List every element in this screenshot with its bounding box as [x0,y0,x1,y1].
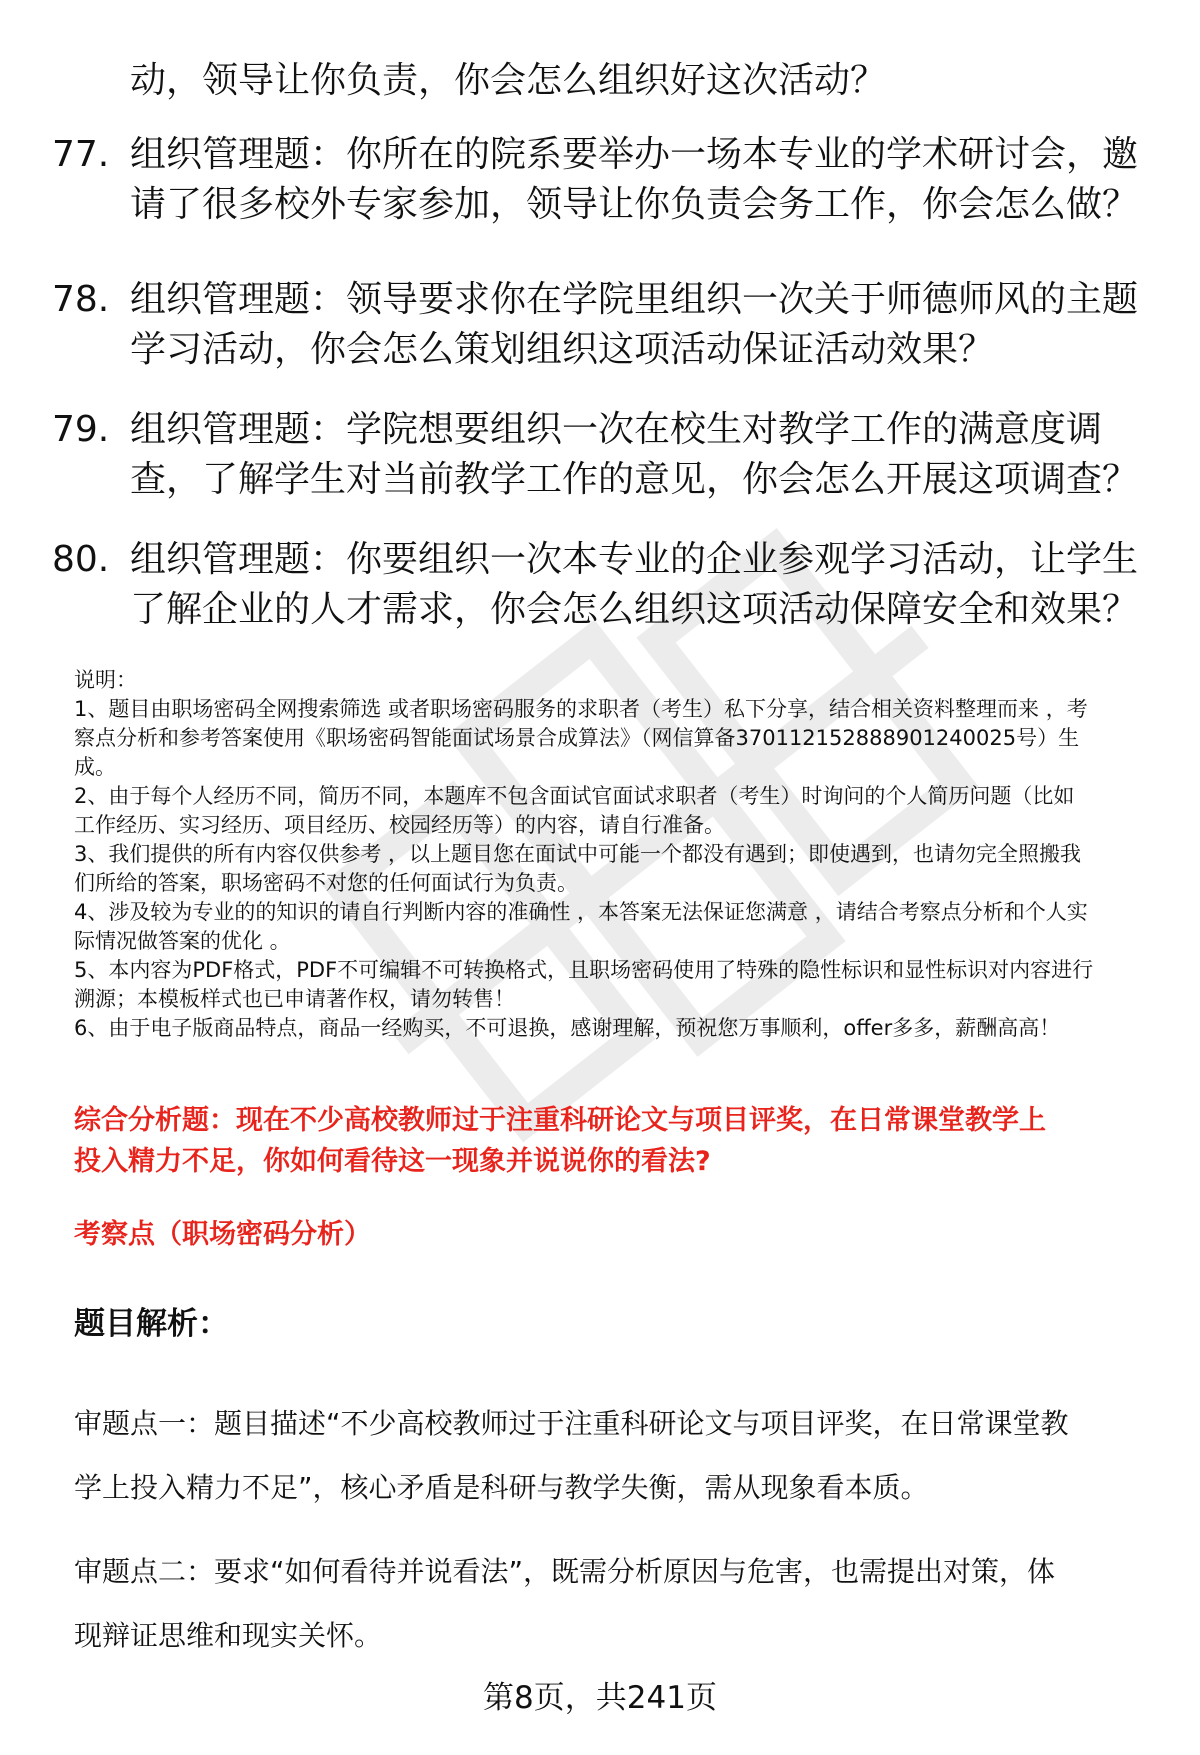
question-line: 组织管理题：学院想要组织一次在校生对教学工作的满意度调 [130,409,1103,450]
notes-line: 工作经历、实习经历、项目经历、校园经历等）的内容，请自行准备。 [74,813,725,837]
notes-line: 3、我们提供的所有内容仅供参考 ，以上题目您在面试中可能一个都没有遇到；即使遇到，也请勿完全照搬我 [74,842,1082,866]
notes-line: 察点分析和参考答案使用《职场密码智能面试场景合成算法》（网信算备370112152888901240025号）生 [74,726,1080,750]
question-number: 78. [52,279,110,320]
question-line: 查，了解学生对当前教学工作的意见，你会怎么开展这项调查？ [130,459,1139,500]
notes-line: 溯源；本模板样式也已申请著作权，请勿转售！ [74,987,515,1011]
question-text [130,405,1160,505]
review-point-1 [74,1392,1164,1520]
analysis-question [74,1100,1164,1182]
question-number: 79. [52,409,110,450]
question-line: 了解企业的人才需求，你会怎么组织这项活动保障安全和效果？ [130,589,1139,630]
notes-line: 4、涉及较为专业的的知识的请自行判断内容的准确性 ，本答案无法保证您满意 ，请结合考察点分析和个人实 [74,900,1088,924]
question-line: 请了很多校外专家参加，领导让你负责会务工作，你会怎么做？ [130,184,1139,225]
notes-line: 6、由于电子版商品特点，商品一经购买，不可退换，感谢理解，预祝您万事顺利，offer多多，薪酬高高！ [74,1016,1061,1040]
notes-line: 成。 [74,755,116,779]
question-line: 组织管理题：领导要求你在学院里组织一次关于师德师风的主题 [130,279,1139,320]
notes-line: 2、由于每个人经历不同，简历不同，本题库不包含面试官面试求职者（考生）时询问的个人简历问题（比如 [74,784,1075,808]
review-point-line: 现辩证思维和现实关怀。 [74,1619,383,1652]
question-text [130,130,1160,230]
page-number: 第8页，共241页 [483,1680,717,1716]
question-number: 77. [52,134,110,175]
notes-block [74,666,1164,1043]
exam-point-title: 考察点（职场密码分析） [74,1219,371,1250]
question-number: 80. [52,539,110,580]
question-text [130,275,1160,375]
analysis-question-line: 综合分析题：现在不少高校教师过于注重科研论文与项目评奖，在日常课堂教学上 [74,1105,1046,1136]
question-line: 组织管理题：你要组织一次本专业的企业参观学习活动，让学生 [130,539,1139,580]
notes-line: 际情况做答案的优化 。 [74,929,291,953]
notes-line: 5、本内容为PDF格式，PDF不可编辑不可转换格式，且职场密码使用了特殊的隐性标识和显性标识对内容进行 [74,958,1094,982]
analysis-heading: 题目解析： [74,1306,229,1342]
question-text [130,535,1160,635]
notes-line: 说明： [74,668,137,692]
question-line: 组织管理题：你所在的院系要举办一场本专业的学术研讨会，邀 [130,134,1139,175]
notes-line: 们所给的答案，职场密码不对您的任何面试行为负责。 [74,871,578,895]
analysis-question-line: 投入精力不足，你如何看待这一现象并说说你的看法? [74,1146,711,1177]
question-continuation: 动，领导让你负责，你会怎么组织好这次活动？ [130,60,887,101]
review-point-line: 学上投入精力不足”，核心矛盾是科研与教学失衡，需从现象看本质。 [74,1471,929,1504]
review-point-line: 审题点一：题目描述“不少高校教师过于注重科研论文与项目评奖，在日常课堂教 [74,1407,1069,1440]
question-line: 学习活动，你会怎么策划组织这项活动保证活动效果？ [130,329,995,370]
notes-line: 1、题目由职场密码全网搜索筛选 或者职场密码服务的求职者（考生）私下分享，结合相关资料整理而来 ，考 [74,697,1088,721]
review-point-line: 审题点二：要求“如何看待并说看法”，既需分析原因与危害，也需提出对策，体 [74,1555,1056,1588]
review-point-2 [74,1540,1164,1668]
